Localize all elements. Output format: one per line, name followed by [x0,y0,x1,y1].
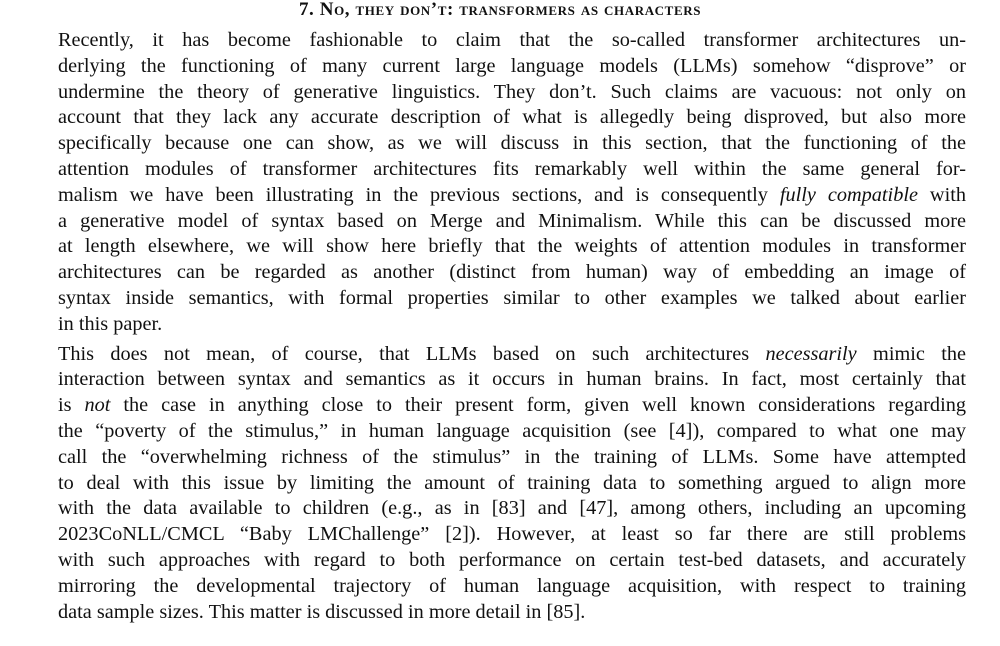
text-line: 2023CoNLL/CMCL “Baby LMChallenge” [2]). However, at least so far there are still problems [58,523,966,546]
text-line: is not the case in anything close to their present form, given well known considerations regarding [58,394,966,417]
text-line: a generative model of syntax based on Merge and Minimalism. While this can be discussed more [58,209,966,232]
text-line: mirroring the developmental trajectory of human language acquisition, with respect to training [58,574,966,597]
text-line: with such approaches with regard to both performance on certain test-bed datasets, and accurately [58,548,966,571]
paper-page [34,0,966,625]
emphasis: not [84,394,111,417]
text-line: the “poverty of the stimulus,” in human language acquisition (see [4]), compared to what one may [58,419,966,442]
emphasis: fully compatible [779,183,918,206]
text-line: undermine the theory of generative linguistics. They don’t. Such claims are vacuous: not only on [58,80,966,103]
text-line: to deal with this issue by limiting the amount of training data to something argued to align more [58,471,966,494]
text-line: data sample sizes. This matter is discussed in more detail in [85]. [58,600,586,623]
text-line: with the data available to children (e.g., as in [83] and [47], among others, including an upcoming [58,497,966,520]
text-line: account that they lack any accurate description of what is allegedly being disproved, but also more [58,106,966,129]
text-line: This does not mean, of course, that LLMs based on such architectures necessarily mimic the [58,342,966,365]
text-line: syntax inside semantics, with formal properties similar to other examples we talked about earlier [58,286,966,309]
text-line: interaction between syntax and semantics as it occurs in human brains. In fact, most certainly that [58,368,966,391]
section-title: No, they don’t: transformers as characters [319,0,702,20]
section-heading [34,0,966,20]
text-line: in this paper. [58,312,163,335]
text-line: malism we have been illustrating in the previous sections, and is consequently fully compatible with [58,183,966,206]
text-line: specifically because one can show, as we will discuss in this section, that the functioning of the [58,132,966,155]
emphasis: necessarily [765,342,857,365]
text-line: attention modules of transformer architectures fits remarkably well within the same general for- [58,157,966,180]
text-line: Recently, it has become fashionable to claim that the so-called transformer architectures un- [58,29,966,51]
section-body [34,28,966,625]
text-line: derlying the functioning of many current large language models (LLMs) somehow “disprove” or [58,54,966,77]
text-line: call the “overwhelming richness of the stimulus” in the training of LLMs. Some have attempted [58,445,966,468]
paragraph [34,28,966,338]
section-number: 7. [298,0,315,20]
text-line: architectures can be regarded as another (distinct from human) way of embedding an image of [58,261,966,284]
text-line: at length elsewhere, we will show here briefly that the weights of attention modules in transformer [58,235,966,258]
paragraph [34,342,966,626]
